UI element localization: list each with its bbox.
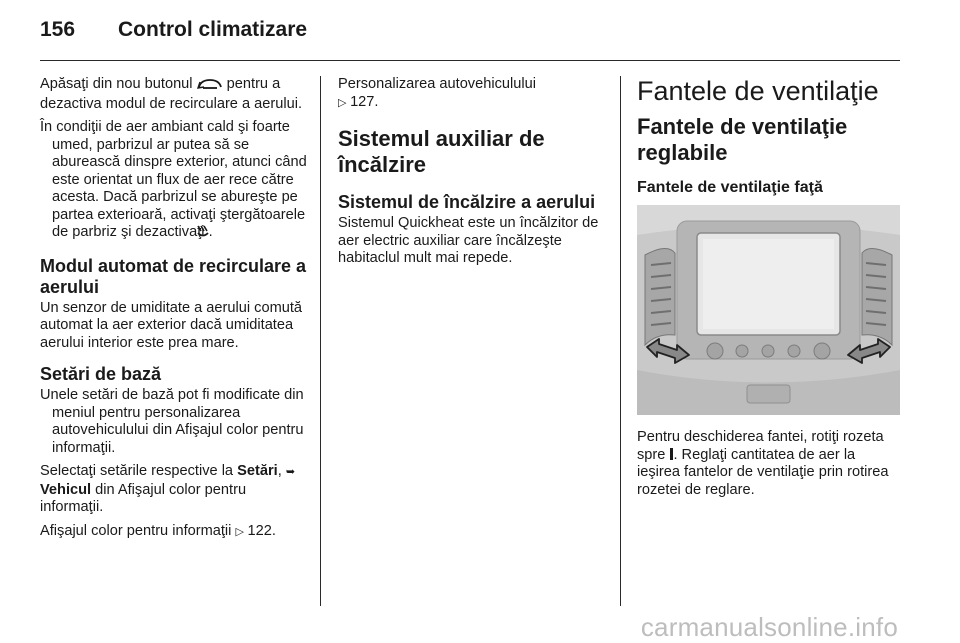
- chapter-title: Control climatizare: [118, 18, 308, 41]
- recirculation-off-paragraph: Apăsaţi din nou butonul pentru a dezactiva modul de recirculare a aerului.: [40, 76, 303, 112]
- column-1: [40, 76, 308, 547]
- basic-settings-heading: Setări de bază: [40, 364, 162, 384]
- page-reference-icon: ▷: [338, 96, 347, 109]
- basic-settings-paragraph: Unele setări de bază pot fi modificate din meniul pentru personalizarea autovehiculului din Afişajul color pentru informaţii.: [40, 387, 304, 456]
- select-settings-paragraph: Selectaţi setările respective la Setări, ➥ Vehicul din Afişajul color pentru informaţii.: [40, 463, 296, 515]
- column-2: [338, 76, 608, 274]
- dashboard-vents-figure: [637, 205, 900, 415]
- personalisation-reference: Personalizarea autovehiculului ▷ 127.: [338, 76, 608, 112]
- auto-recirculation-heading: Modul automat de recirculare a aerului: [40, 255, 307, 297]
- column-3: [637, 76, 902, 505]
- vent-open-paragraph: Pentru deschiderea fantei, rotiţi rozeta spre . Reglaţi cantitatea de aer la ieşirea fantelor de ventilaţie prin rotirea rozetei de reglare.: [637, 429, 889, 498]
- humid-air-paragraph: În condiţii de aer ambiant cald şi foarte umed, parbrizul ar putea să se aburească dinspre exterior, atunci când este orientat un flux de aer rece către acesta. Dacă parbrizul se abureşte pe partea exterioară, activaţi ştergătoarele de parbriz şi dezactivaţi .: [40, 119, 307, 240]
- adjustable-vents-heading: Fantele de ventilaţie reglabile: [637, 114, 848, 165]
- menu-arrow-icon: ➥: [285, 466, 296, 478]
- air-heating-heading: Sistemul de încălzire a aerului: [338, 192, 596, 212]
- aux-heating-heading: Sistemul auxiliar de încălzire: [338, 126, 545, 177]
- air-heating-paragraph: Sistemul Quickheat este un încălzitor de aer electric auxiliar care încălzeşte habitaclul mult mai repede.: [338, 215, 599, 266]
- column-divider-2: [620, 76, 621, 606]
- page-header: [40, 18, 900, 48]
- front-vents-heading: Fantele de ventilaţie faţă: [637, 179, 823, 196]
- auto-recirculation-paragraph: Un senzor de umiditate a aerului comută automat la aer exterior dacă umiditatea aerului interior este prea mare.: [40, 299, 303, 351]
- page-number: 156: [40, 18, 76, 41]
- display-reference-paragraph: Afişajul color pentru informaţii ▷ 122.: [40, 523, 308, 542]
- page-reference-icon: ▷: [235, 525, 244, 538]
- air-vents-heading: Fantele de ventilaţie: [637, 76, 879, 106]
- recirculation-icon: [197, 78, 223, 96]
- watermark: carmanualsonline.info: [640, 612, 898, 642]
- header-rule: [40, 60, 900, 61]
- column-divider-1: [320, 76, 321, 606]
